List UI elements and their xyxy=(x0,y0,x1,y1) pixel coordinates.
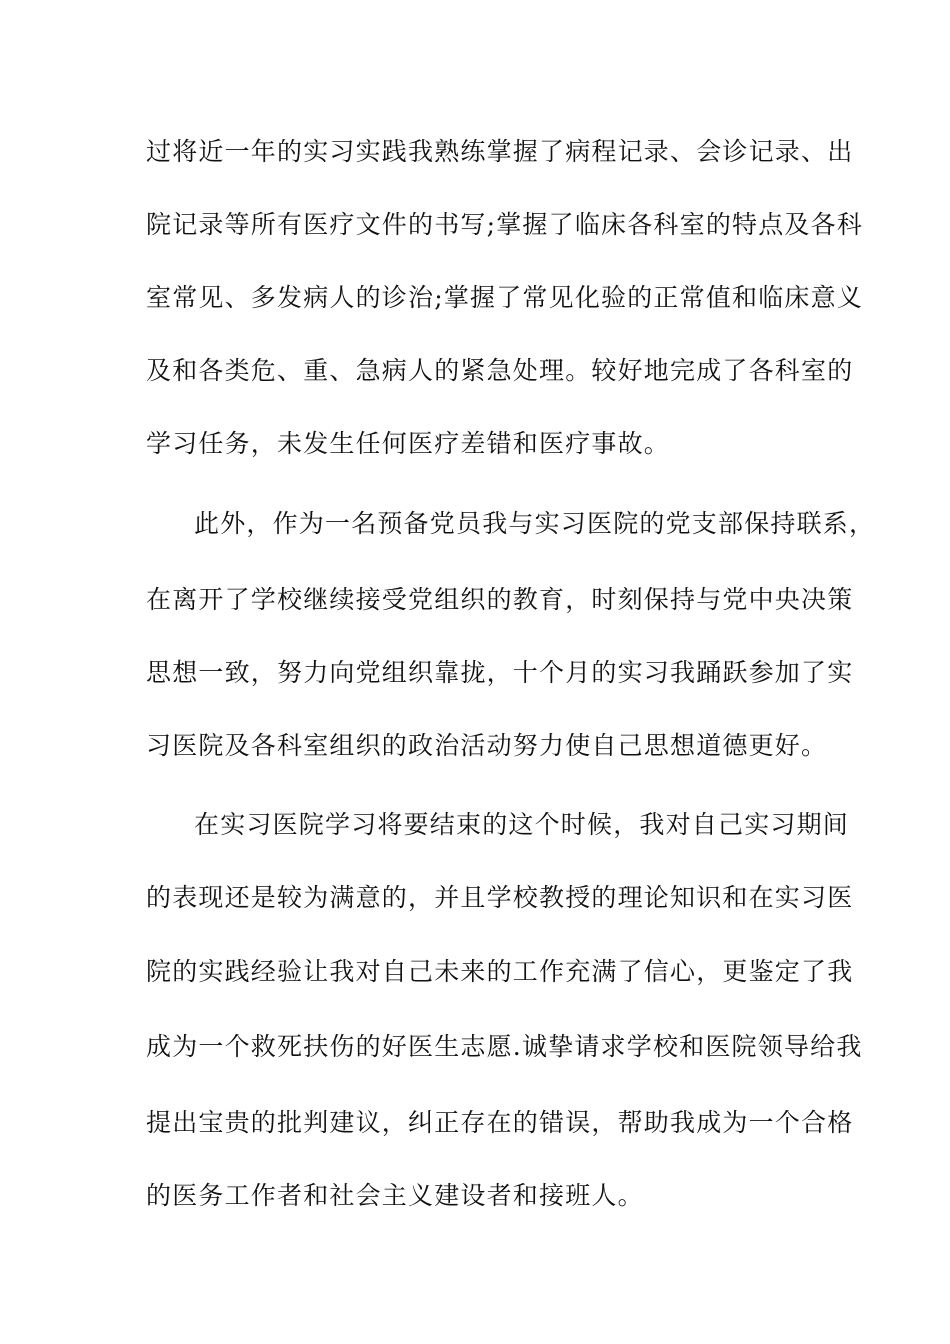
text-line: 习医院及各科室组织的政治活动努力使自己思想道德更好。 xyxy=(146,731,828,760)
text-line: 成为一个救死扶伤的好医生志愿.诚挚请求学校和医院领导给我 xyxy=(146,1032,863,1061)
text-line: 在离开了学校继续接受党组织的教育，时刻保持与党中央决策 xyxy=(146,585,854,614)
text-line: 室常见、多发病人的诊治;掌握了常见化验的正常值和临床意义 xyxy=(146,283,864,312)
text-line: 及和各类危、重、急病人的紧急处理。较好地完成了各科室的 xyxy=(146,356,854,385)
text-line: 院记录等所有医疗文件的书写;掌握了临床各科室的特点及各科 xyxy=(146,210,864,239)
paragraph-first-line: 在实习医院学习将要结束的这个时候，我对自己实习期间 xyxy=(194,810,850,839)
text-line: 的表现还是较为满意的，并且学校教授的理论知识和在实习医 xyxy=(146,883,854,912)
text-line: 院的实践经验让我对自己未来的工作充满了信心，更鉴定了我 xyxy=(146,957,854,986)
paragraph-first-line: 此外，作为一名预备党员我与实习医院的党支部保持联系， xyxy=(194,509,876,538)
text-line: 思想一致，努力向党组织靠拢，十个月的实习我踊跃参加了实 xyxy=(146,658,854,687)
text-line: 过将近一年的实习实践我熟练掌握了病程记录、会诊记录、出 xyxy=(146,137,854,166)
text-line: 的医务工作者和社会主义建设者和接班人。 xyxy=(146,1181,644,1210)
text-line: 学习任务，未发生任何医疗差错和医疗事故。 xyxy=(146,429,671,458)
text-line: 提出宝贵的批判建议，纠正存在的错误，帮助我成为一个合格 xyxy=(146,1108,854,1137)
